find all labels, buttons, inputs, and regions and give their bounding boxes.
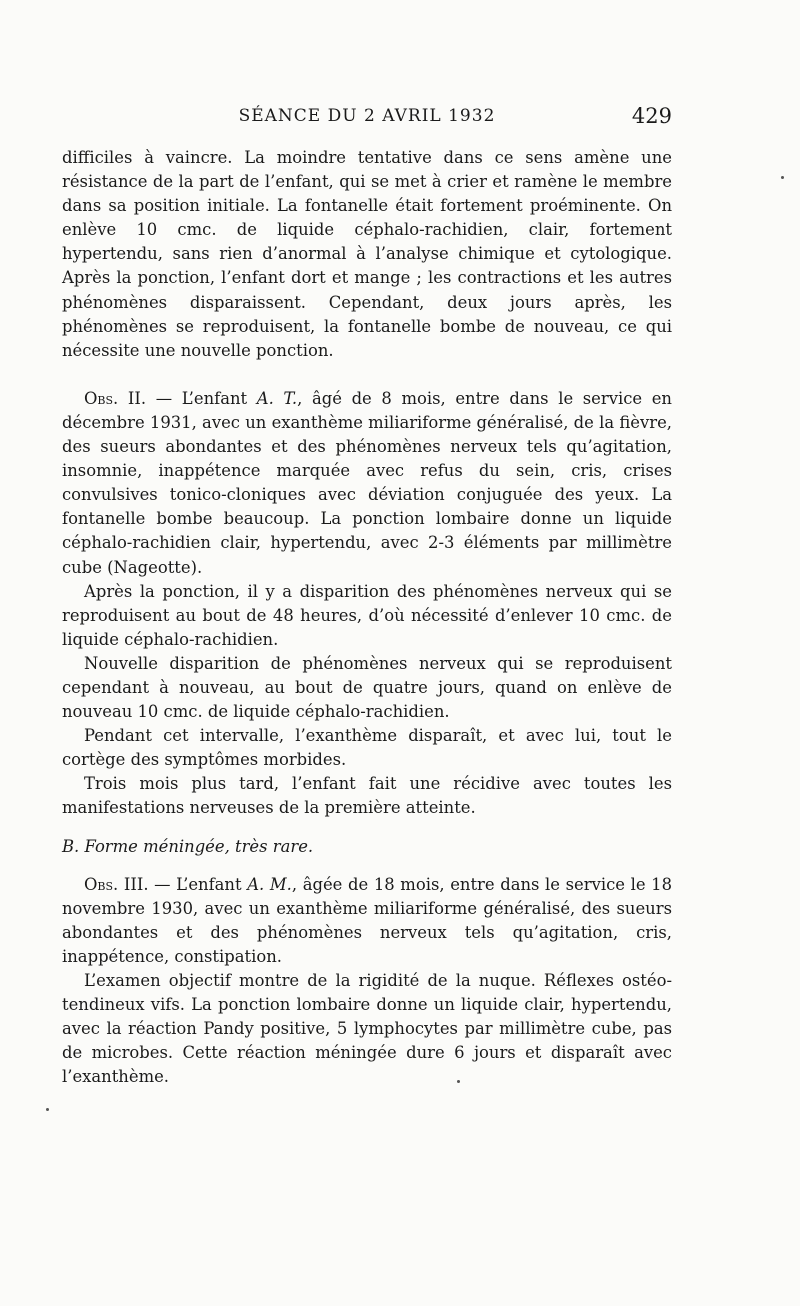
obs-2-patient: A. T. (256, 388, 298, 408)
paragraph-new-disappearance: Nouvelle disparition de phénomènes nerveux qui se reproduisent cependant à nouveau, au bout de quatre jours, quand on enlève de nouveau 10 cmc. de liquide céphalo-rachidien. (62, 653, 672, 722)
obs-2-text: , âgé de 8 mois, entre dans le service en décembre 1931, avec un exanthème miliariforme généralisé, de la fièvre, des sueurs abondantes et des phénomènes nerveux tels qu’agitation, insomnie, inappétence marquée avec refus du sein, cris, crises convulsives tonico-cloniques avec déviation conjuguée des yeux. La fontanelle bombe beaucoup. La ponction lombaire donne un liquide céphalo-rachidien clair, hypertendu, avec 2-3 éléments par millimètre cube (Nageotte). (62, 388, 672, 577)
paragraph-recurrence: Trois mois plus tard, l’enfant fait une récidive avec toutes les manifestations nerveuses de la première atteinte. (62, 774, 672, 818)
obs-2-dash: — L’enfant (146, 388, 257, 408)
paragraph-interval: Pendant cet intervalle, l’exanthème disparaît, et avec lui, tout le cortège des symptômes morbides. (62, 726, 672, 770)
paragraph-examination: L’examen objectif montre de la rigidité de la nuque. Réflexes ostéo-tendineux vifs. La ponction lombaire donne un liquide clair, hypertendu, avec la réaction Pandy positive, 5 lymphocytes par millimètre cube, pas de microbes. Cette réaction méningée dure 6 jours et disparaît avec l’exanthème. (62, 971, 672, 1087)
paragraph-continuation: difficiles à vaincre. La moindre tentative dans ce sens amène une résistance de la part de l’enfant, qui se met à crier et ramène le membre dans sa position initiale. La fontanelle était fortement proéminente. On enlève 10 cmc. de liquide céphalo-rachidien, clair, fortement hypertendu, sans rien d’anormal à l’analyse chimique et cytologique. Après la ponction, l’enfant dort et mange ; les contractions et les autres phénomènes disparaissent. Cependant, deux jours après, les phénomènes se reproduisent, la fontanelle bombe de nouveau, ce qui nécessite une nouvelle ponction. (62, 148, 672, 360)
body-text (62, 146, 672, 1089)
paper-speck (457, 1080, 460, 1083)
paper-speck (781, 176, 784, 179)
section-subheading: B. Forme méningée, très rare. (62, 836, 314, 856)
obs-3-dash: — L’enfant (148, 874, 248, 894)
running-title: SÉANCE DU 2 AVRIL 1932 (238, 106, 496, 126)
obs-2-label: Obs. II. (84, 388, 147, 408)
page-number: 429 (631, 104, 672, 128)
paragraph-after-puncture: Après la ponction, il y a disparition des phénomènes nerveux qui se reproduisent au bout de 48 heures, d’où nécessité d’enlever 10 cmc. de liquide céphalo-rachidien. (62, 581, 672, 649)
paragraph-obs-2 (62, 387, 672, 580)
page-header (62, 104, 672, 134)
paragraph-obs-3 (62, 873, 672, 969)
paper-speck (46, 1108, 49, 1111)
obs-3-label: Obs. III. (84, 874, 149, 894)
obs-3-text: , âgée de 18 mois, entre dans le service le 18 novembre 1930, avec un exanthème miliariforme généralisé, des sueurs abondantes et des phénomènes nerveux tels qu’agitation, cris, inappétence, constipation. (62, 874, 672, 966)
obs-3-patient: A. M. (247, 874, 292, 894)
